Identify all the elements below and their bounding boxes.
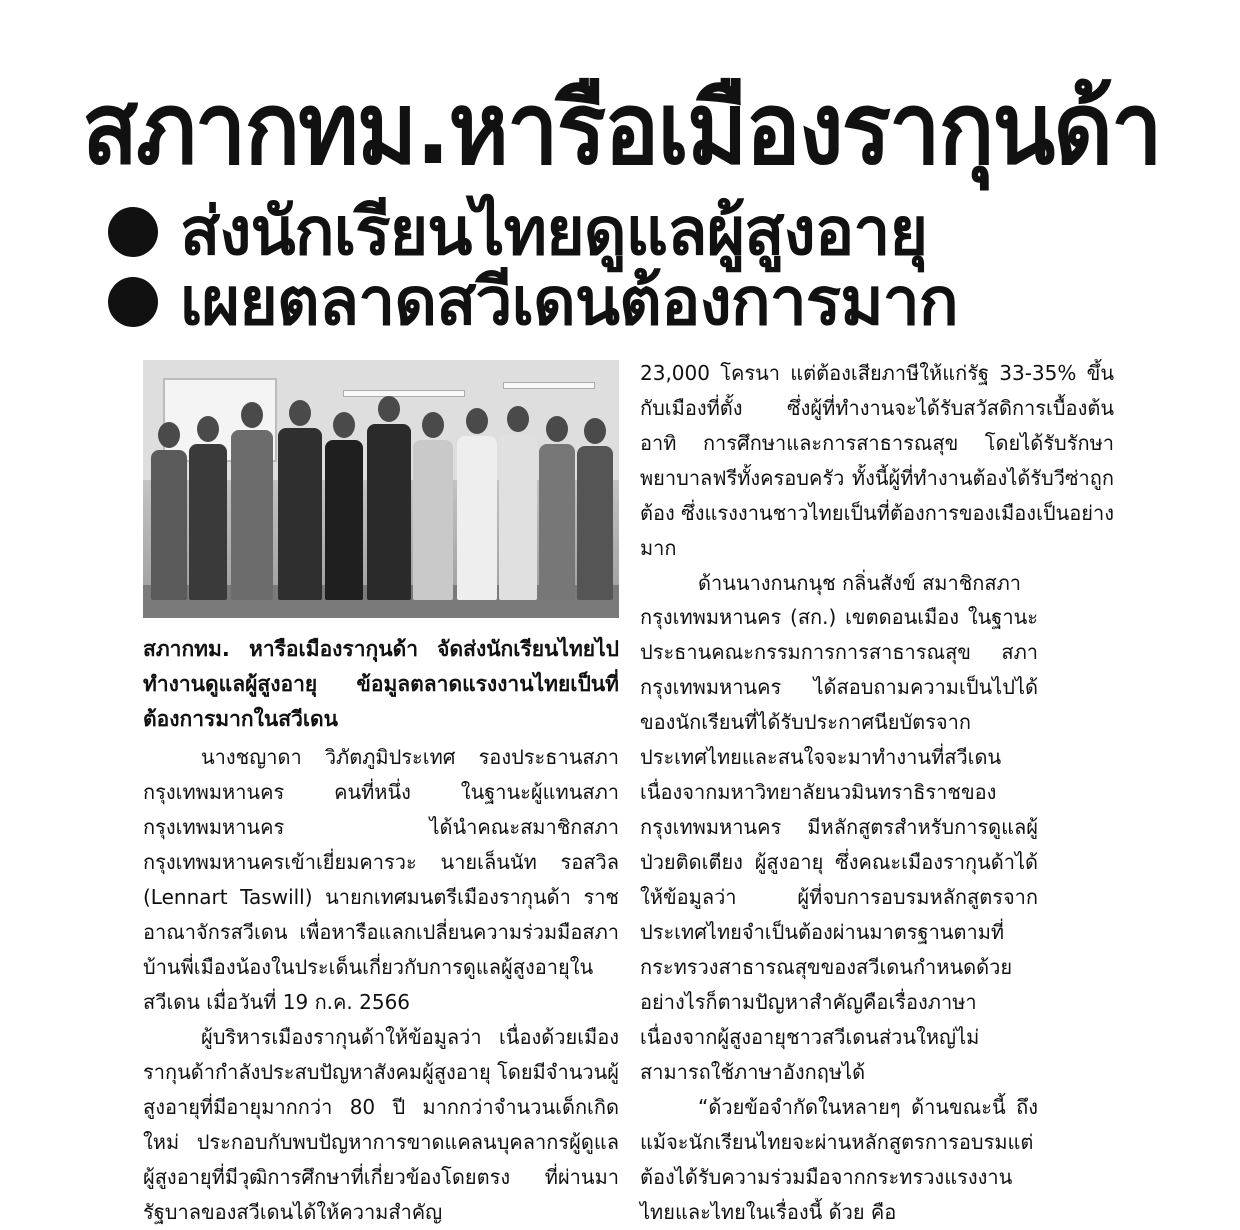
paragraph: กรุงเทพมหานคร (สก.) เขตดอนเมือง ในฐานะประธานคณะกรรมการการสาธารณสุข สภากรุงเทพมหานคร ได้สอบถามความเป็นไปได้ของนักเรียนที่ได้รับประกาศนียบัตรจากประเทศไทยและสนใจจะมาทำงานที่สวีเดน เนื่องจากมหาวิทยาลัยนวมินทราธิราชของกรุงเทพมหานคร มีหลักสูตรสำหรับการดูแลผู้ป่วยติดเตียง ผู้สูงอายุ ซึ่งคณะเมืองรากุนด้าได้ให้ข้อมูลว่า ผู้ที่จบการอบรมหลักสูตรจากประเทศไทยจำเป็นต้องผ่านมาตรฐานตามที่กระทรวงสาธารณสุขของสวีเดนกำหนดด้วย อย่างไรก็ตามปัญหาสำคัญคือเรื่องภาษา เนื่องจากผู้สูงอายุชาวสวีเดนส่วนใหญ่ไม่สามารถใช้ภาษาอังกฤษได้ bbox=[640, 605, 1038, 1084]
bullet-icon bbox=[108, 277, 158, 327]
paragraph: 23,000 โครนา แต่ต้องเสียภาษีให้แก่รัฐ 33-35% ขึ้นกับเมืองที่ตั้ง ซึ่งผู้ที่ทำงานจะได้รับสวัสดิการเบื้องต้น อาทิ การศึกษาและการสาธารณสุข โดยได้รับรักษาพยาบาลฟรีทั้งครอบครัว ทั้งนี้ผู้ที่ทำงานต้องได้รับวีซ่าถูกต้อง ซึ่งแรงงานชาวไทยเป็นที่ต้องการของเมืองเป็นอย่างมาก bbox=[640, 361, 1114, 560]
photo-person bbox=[539, 416, 575, 600]
subheadline-2-text: เผยตลาดสวีเดนต้องการมาก bbox=[180, 263, 958, 340]
bullet-icon bbox=[108, 207, 158, 257]
paragraph: ผู้บริหารเมืองรากุนด้าให้ข้อมูลว่า เนื่องด้วยเมืองรากุนด้ากำลังประสบปัญหาสังคมผู้สูงอายุ โดยมีจำนวนผู้สูงอายุที่มีอายุมากกว่า 80 ปี มากกว่าจำนวนเด็กเกิดใหม่ ประกอบกับพบปัญหาการขาดแคลนบุคลากรผู้ดูแลผู้สูงอายุที่มีวุฒิการศึกษาที่เกี่ยวข้องโดยตรง ที่ผ่านมารัฐบาลของสวีเดนได้ให้ความสำคัญ bbox=[143, 1025, 619, 1224]
photo-person bbox=[278, 400, 322, 600]
left-column bbox=[143, 740, 619, 1230]
photo-person bbox=[189, 416, 227, 600]
photo-person bbox=[367, 396, 411, 600]
photo-caption: สภากทม. หารือเมืองรากุนด้า จัดส่งนักเรียนไทยไปทำงานดูแลผู้สูงอายุ ข้อมูลตลาดแรงงานไทยเป็นที่ต้องการมากในสวีเดน bbox=[143, 637, 619, 731]
headline: สภากทม.หารือเมืองรากุนด้า bbox=[82, 71, 1161, 187]
subheadline-1-text: ส่งนักเรียนไทยดูแลผู้สูงอายุ bbox=[180, 193, 928, 270]
photo-ceiling-lamp bbox=[503, 382, 595, 389]
subheadline-2 bbox=[108, 262, 1108, 342]
subheadline-1 bbox=[108, 192, 1108, 272]
photo-person bbox=[499, 406, 537, 600]
photo-person bbox=[413, 412, 453, 600]
right-column-body bbox=[640, 600, 1038, 1230]
photo-person bbox=[151, 422, 187, 600]
paragraph: “ด้วยข้อจำกัดในหลายๆ ด้านขณะนี้ ถึงแม้จะนักเรียนไทยจะผ่านหลักสูตรการอบรมแต่ต้องได้รับความร่วมมือจากกระทรวงแรงงานไทยและไทยในเรื่องนี้ ด้วย คือ bbox=[640, 1095, 1038, 1224]
photo-person bbox=[325, 412, 363, 600]
right-column-top bbox=[640, 356, 1114, 601]
paragraph: นางชญาดา วิภัตภูมิประเทศ รองประธานสภากรุงเทพมหานคร คนที่หนึ่ง ในฐานะผู้แทนสภากรุงเทพมหานคร ได้นำคณะสมาชิกสภากรุงเทพมหานครเข้าเยี่ยมคารวะ นายเล็นนัท รอสวิล (Lennart Taswill) นายกเทศมนตรีเมืองรากุนด้า ราชอาณาจักรสวีเดน เพื่อหารือแลกเปลี่ยนความร่วมมือสภาบ้านพี่เมืองน้องในประเด็นเกี่ยวกับการดูแลผู้สูงอายุในสวีเดน เมื่อวันที่ 19 ก.ค. 2566 bbox=[143, 745, 619, 1014]
photo-person bbox=[231, 402, 273, 600]
paragraph-lead: ด้านนางกนกนุช กลิ่นสังข์ สมาชิกสภา bbox=[698, 571, 1022, 595]
news-photo bbox=[143, 360, 619, 618]
photo-person bbox=[577, 418, 613, 600]
photo-person bbox=[457, 408, 497, 600]
